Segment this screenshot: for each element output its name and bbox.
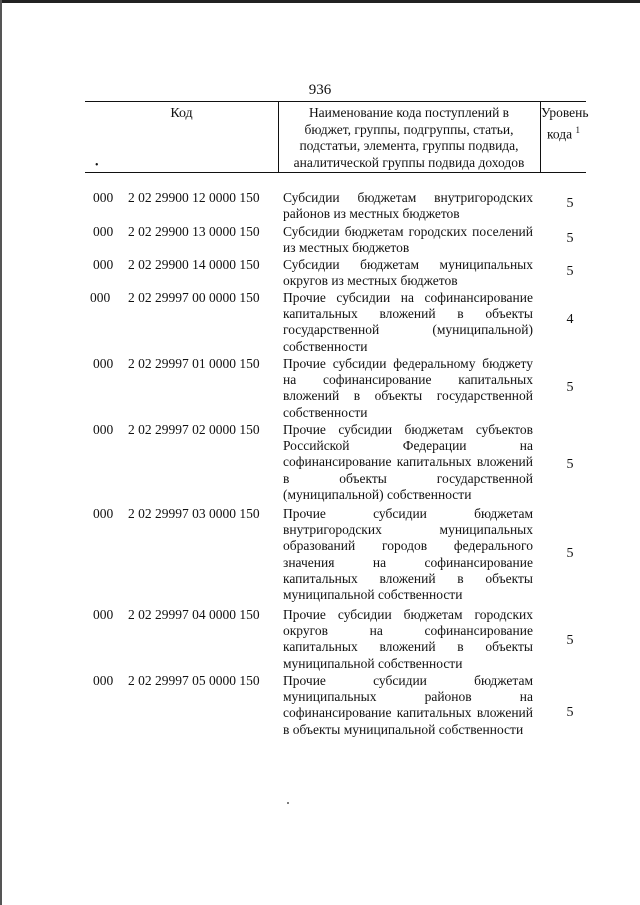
table-row xyxy=(0,422,640,506)
table-body xyxy=(0,190,640,757)
row-admin-code: 000 xyxy=(93,224,114,239)
row-name: Прочие субсидии бюджетам городских округов на софинансирование капитальных вложений в объекты муниципальной собственности xyxy=(283,607,533,671)
header-name xyxy=(281,105,537,171)
row-admin-code: 000 xyxy=(93,422,114,437)
header-dot: • xyxy=(95,160,99,171)
row-name: Прочие субсидии бюджетам внутригородских муниципальных образований городов федерального значения на софинансирование капитальных вложений в объекты муниципальной собственности xyxy=(283,506,533,603)
row-level: 5 xyxy=(566,633,574,648)
row-code: 2 02 29997 00 0000 150 xyxy=(128,290,260,305)
table-row xyxy=(0,290,640,356)
row-level: 5 xyxy=(566,546,574,561)
row-level: 5 xyxy=(566,264,574,279)
row-name: Прочие субсидии бюджетам субъектов Российской Федерации на софинансирование капитальных вложений в объекты государственной (муниципальной) собственности xyxy=(283,422,533,502)
header-name-line: бюджет, группы, подгруппы, статьи, xyxy=(304,121,514,137)
header-divider xyxy=(278,102,279,172)
header-name-line: аналитической группы подвида доходов xyxy=(293,154,525,170)
row-level: 5 xyxy=(566,380,574,395)
row-admin-code: 000 xyxy=(93,506,114,521)
table-row xyxy=(0,257,640,290)
row-admin-code: 000 xyxy=(93,607,114,622)
row-name: Прочие субсидии федеральному бюджету на софинансирование капитальных вложений в объекты государственной собственности xyxy=(283,356,533,420)
table-row xyxy=(0,356,640,422)
row-level: 5 xyxy=(566,196,574,211)
row-name: Прочие субсидии на софинансирование капитальных вложений в объекты государственной (муниципальной) собственности xyxy=(283,290,533,354)
header-level-word: кода xyxy=(547,126,573,141)
page-number: 936 xyxy=(308,82,332,98)
header-name-line: подстатьи, элемента, группы подвида, xyxy=(299,138,519,153)
row-name: Субсидии бюджетам городских поселений из местных бюджетов xyxy=(283,224,533,256)
row-code: 2 02 29997 04 0000 150 xyxy=(128,607,260,622)
row-code: 2 02 29997 01 0000 150 xyxy=(128,356,260,371)
table-row xyxy=(0,506,640,607)
scan-speck xyxy=(287,802,289,804)
row-code: 2 02 29997 03 0000 150 xyxy=(128,506,260,521)
row-level: 5 xyxy=(566,457,574,472)
row-code: 2 02 29997 02 0000 150 xyxy=(128,422,260,437)
row-level: 5 xyxy=(566,231,574,246)
row-admin-code: 000 xyxy=(93,356,114,371)
row-level: 5 xyxy=(566,705,574,720)
row-name: Субсидии бюджетам муниципальных округов из местных бюджетов xyxy=(283,257,533,289)
table-row xyxy=(0,673,640,757)
row-admin-code: 000 xyxy=(90,290,111,305)
footnote-marker: 1 xyxy=(575,124,580,135)
scan-top-edge xyxy=(0,0,640,3)
row-admin-code: 000 xyxy=(93,673,114,688)
row-name: Субсидии бюджетам внутригородских районов из местных бюджетов xyxy=(283,190,533,222)
table-header xyxy=(85,101,589,173)
header-code: Код xyxy=(170,106,193,121)
row-level: 4 xyxy=(566,312,574,327)
header-level-line xyxy=(541,122,586,143)
table-row xyxy=(0,607,640,673)
header-level-line: Уровень xyxy=(541,105,589,120)
row-code: 2 02 29997 05 0000 150 xyxy=(128,673,260,688)
row-name: Прочие субсидии бюджетам муниципальных районов на софинансирование капитальных вложений в объекты муниципальной собственности xyxy=(283,673,533,737)
row-code: 2 02 29900 14 0000 150 xyxy=(128,257,260,272)
row-code: 2 02 29900 13 0000 150 xyxy=(128,224,260,239)
table-row xyxy=(0,190,640,224)
row-admin-code: 000 xyxy=(93,257,114,272)
row-admin-code: 000 xyxy=(93,190,114,205)
header-name-line: Наименование кода поступлений в xyxy=(308,105,510,120)
row-code: 2 02 29900 12 0000 150 xyxy=(128,190,260,205)
table-row xyxy=(0,224,640,257)
header-level xyxy=(541,105,589,143)
